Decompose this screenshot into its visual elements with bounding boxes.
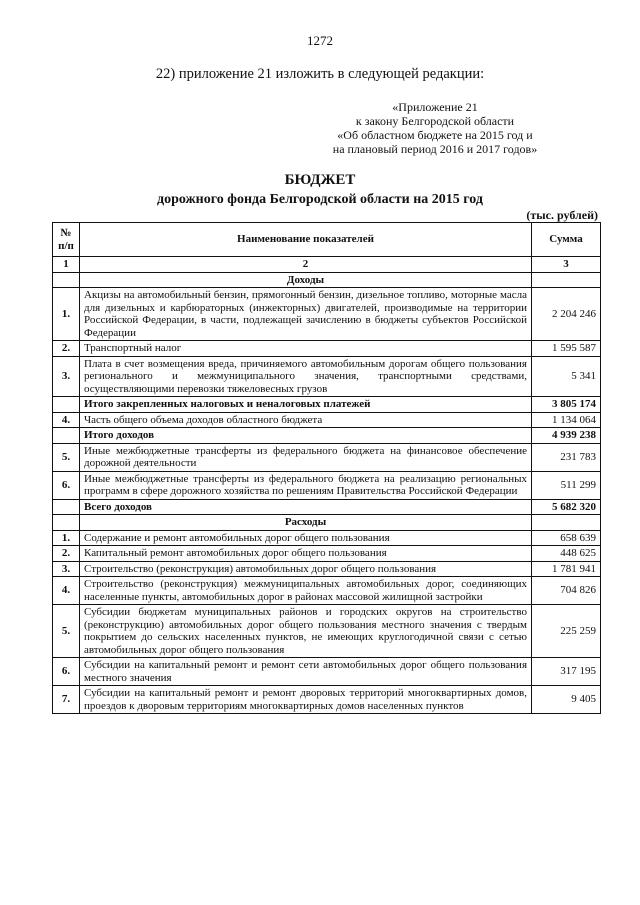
row-number: 5. xyxy=(53,443,80,471)
table-row xyxy=(53,561,601,577)
row-name: Иные межбюджетные трансферты из федерального бюджета на финансовое обеспечение дорожной деятельности xyxy=(80,443,532,471)
row-number: 5. xyxy=(53,605,80,658)
annex-line: «Приложение 21 xyxy=(392,100,478,114)
index-cell: 3 xyxy=(532,257,601,273)
row-name: Субсидии на капитальный ремонт и ремонт сети автомобильных дорог общего пользования местного значения xyxy=(80,658,532,686)
row-sum: 658 639 xyxy=(532,530,601,546)
row-name: Капитальный ремонт автомобильных дорог общего пользования xyxy=(80,546,532,562)
row-sum: 3 805 174 xyxy=(532,397,601,413)
table-row xyxy=(53,577,601,605)
index-cell: 1 xyxy=(53,257,80,273)
row-number: 6. xyxy=(53,658,80,686)
total-row xyxy=(53,499,601,515)
table-row xyxy=(53,605,601,658)
row-sum: 231 783 xyxy=(532,443,601,471)
row-sum: 448 625 xyxy=(532,546,601,562)
row-name: Итого закрепленных налоговых и неналоговых платежей xyxy=(80,397,532,413)
row-sum: 225 259 xyxy=(532,605,601,658)
row-number: 4. xyxy=(53,412,80,428)
row-name: Всего доходов xyxy=(80,499,532,515)
row-sum: 5 682 320 xyxy=(532,499,601,515)
row-sum: 317 195 xyxy=(532,658,601,686)
subtotal-row xyxy=(53,397,601,413)
row-number: 6. xyxy=(53,471,80,499)
row-sum: 511 299 xyxy=(532,471,601,499)
row-name: Строительство (реконструкция) межмуниципальных автомобильных дорог, соединяющих населенные пункты, автомобильных дорог в районах массовой жилищной застройки xyxy=(80,577,532,605)
row-sum: 1 134 064 xyxy=(532,412,601,428)
row-number: 1. xyxy=(53,288,80,341)
row-name: Транспортный налог xyxy=(80,341,532,357)
header-name: Наименование показателей xyxy=(80,223,532,257)
row-name: Субсидии на капитальный ремонт и ремонт дворовых территорий многоквартирных домов, проездов к дворовым территориям многоквартирных домов населенных пунктов xyxy=(80,686,532,714)
section-label: Расходы xyxy=(80,515,532,531)
budget-table xyxy=(52,222,601,714)
row-name: Часть общего объема доходов областного бюджета xyxy=(80,412,532,428)
index-cell: 2 xyxy=(80,257,532,273)
row-number: 4. xyxy=(53,577,80,605)
table-row xyxy=(53,288,601,341)
table-row xyxy=(53,471,601,499)
expense-section-row xyxy=(53,515,601,531)
annex-line: на плановый период 2016 и 2017 годов» xyxy=(332,142,538,156)
document-subtitle: дорожного фонда Белгородской области на 2015 год xyxy=(157,192,483,207)
page-number: 1272 xyxy=(307,33,333,48)
header-sum: Сумма xyxy=(532,223,601,257)
row-name: Содержание и ремонт автомобильных дорог общего пользования xyxy=(80,530,532,546)
table-row xyxy=(53,356,601,397)
table-row xyxy=(53,530,601,546)
annex-reference xyxy=(300,100,570,156)
row-name: Акцизы на автомобильный бензин, прямогонный бензин, дизельное топливо, моторные масла для дизельных и карбюраторных (инжекторных) двигателей, производимые на территории Российской Федерации, в части, подлежащей зачислению в бюджеты субъектов Российской Федерации xyxy=(80,288,532,341)
row-name: Строительство (реконструкция) автомобильных дорог общего пользования xyxy=(80,561,532,577)
row-number: 7. xyxy=(53,686,80,714)
units-label: (тыс. рублей) xyxy=(526,208,598,222)
row-sum: 9 405 xyxy=(532,686,601,714)
row-number: 1. xyxy=(53,530,80,546)
annex-line: «Об областном бюджете на 2015 год и xyxy=(337,128,533,142)
row-number: 3. xyxy=(53,561,80,577)
table-row xyxy=(53,412,601,428)
row-name: Иные межбюджетные трансферты из федерального бюджета на реализацию региональных программ в сфере дорожного хозяйства по решениям Правительства Российской Федерации xyxy=(80,471,532,499)
row-name: Плата в счет возмещения вреда, причиняемого автомобильным дорогам общего пользования регионального и межмуниципального значения, транспортными средствами, осуществляющими перевозки тяжеловесных грузов xyxy=(80,356,532,397)
table-row xyxy=(53,443,601,471)
column-index-row xyxy=(53,257,601,273)
income-section-row xyxy=(53,272,601,288)
subtotal-row xyxy=(53,428,601,444)
section-label: Доходы xyxy=(80,272,532,288)
row-sum: 1 781 941 xyxy=(532,561,601,577)
row-sum: 2 204 246 xyxy=(532,288,601,341)
table-row xyxy=(53,341,601,357)
table-row xyxy=(53,686,601,714)
row-number: 2. xyxy=(53,341,80,357)
row-name: Субсидии бюджетам муниципальных районов и городских округов на строительство (реконструкцию) автомобильных дорог общего пользования местного значения с твердым покрытием до сельских населенных пунктов, не имеющих круглогодичной связи с сетью автомобильных дорог общего пользования xyxy=(80,605,532,658)
row-sum: 1 595 587 xyxy=(532,341,601,357)
table-header-row xyxy=(53,223,601,257)
row-sum: 5 341 xyxy=(532,356,601,397)
table-row xyxy=(53,658,601,686)
document-title: БЮДЖЕТ xyxy=(284,172,356,188)
row-sum: 704 826 xyxy=(532,577,601,605)
row-name: Итого доходов xyxy=(80,428,532,444)
amendment-intro: 22) приложение 21 изложить в следующей редакции: xyxy=(155,66,485,82)
row-number: 3. xyxy=(53,356,80,397)
table-row xyxy=(53,546,601,562)
annex-line: к закону Белгородской области xyxy=(355,114,515,128)
header-number: № п/п xyxy=(53,223,80,257)
row-sum: 4 939 238 xyxy=(532,428,601,444)
row-number: 2. xyxy=(53,546,80,562)
